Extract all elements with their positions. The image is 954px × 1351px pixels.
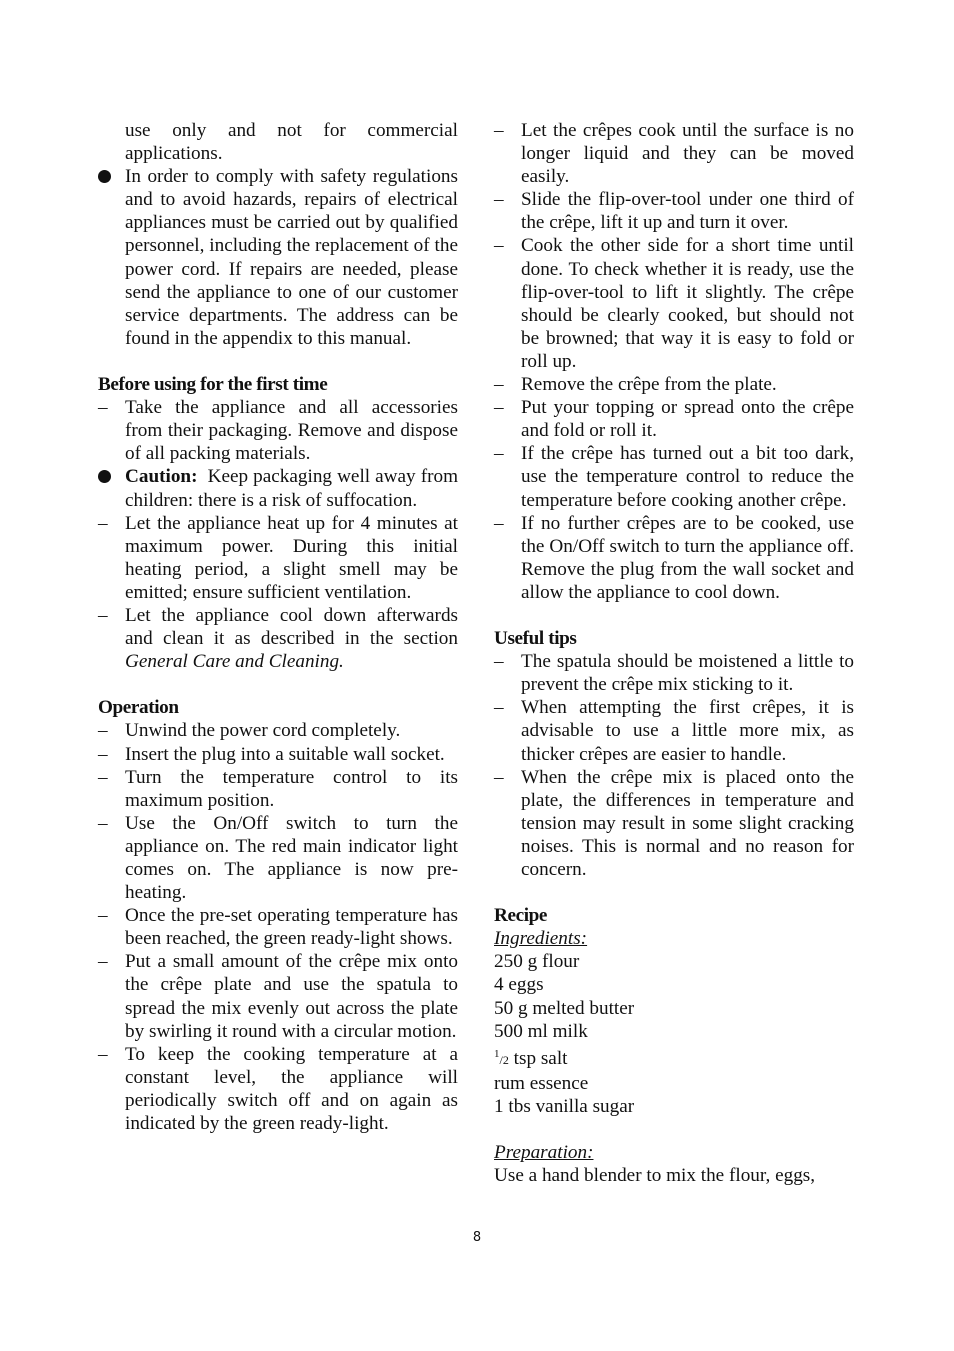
ingredient-line: 250 g flour xyxy=(494,951,580,973)
list-item xyxy=(98,165,458,350)
page-number: 8 xyxy=(472,1230,482,1245)
dash-marker: – xyxy=(98,397,108,419)
section-heading-recipe: Recipe xyxy=(494,905,548,927)
list-item xyxy=(98,396,458,465)
preparation-text: Use a hand blender to mix the flour, eggs, xyxy=(494,1165,816,1187)
section-reference: General Care and Cleaning. xyxy=(125,651,344,673)
dash-marker: – xyxy=(98,766,108,788)
dash-marker: – xyxy=(98,604,108,626)
ingredients-label: Ingredients: xyxy=(494,928,588,950)
ingredient-line: rum essence xyxy=(494,1072,589,1094)
dash-marker: – xyxy=(98,743,108,765)
caution-label: Caution: xyxy=(125,466,198,488)
list-item xyxy=(494,188,854,234)
dash-marker: – xyxy=(494,189,504,211)
section-heading-first-use: Before using for the first time xyxy=(98,374,328,396)
dash-marker: – xyxy=(98,1043,108,1065)
list-item xyxy=(494,766,854,881)
section-heading-useful-tips: Useful tips xyxy=(494,628,577,650)
fraction-denominator: 2 xyxy=(502,1052,509,1067)
dash-marker: – xyxy=(98,905,108,927)
intro-continued: use only and not for commercial applications. xyxy=(125,120,458,165)
salt-text: tsp salt xyxy=(508,1047,568,1069)
list-item xyxy=(98,950,458,1042)
list-item-text: Take the appliance and all accessories from their packaging. Remove and dispose of all packing materials. xyxy=(125,397,458,465)
dash-marker: – xyxy=(494,397,504,419)
list-item xyxy=(494,650,854,696)
list-item-text: Let the appliance cool down afterwards and clean it as described in the section xyxy=(125,604,458,650)
dash-marker: – xyxy=(494,651,504,673)
section-heading-operation: Operation xyxy=(98,697,179,719)
list-item-text: When the crêpe mix is placed onto the plate, the differences in temperature and tension may result in some slight cracking noises. This is normal and no reason for concern. xyxy=(521,766,854,880)
dash-marker: – xyxy=(494,120,504,141)
right-column xyxy=(494,119,854,1187)
preparation-label: Preparation: xyxy=(494,1142,594,1164)
list-item-text: Cook the other side for a short time until done. To check whether it is ready, use the flip-over-tool to lift it slightly. The crêpe should be clearly cooked, but should not be browned; that way it is easy to fold or roll up. xyxy=(521,235,854,372)
dash-marker: – xyxy=(494,443,504,465)
dash-marker: – xyxy=(98,812,108,834)
list-item xyxy=(98,766,458,812)
safety-text: In order to comply with safety regulations and to avoid hazards, repairs of electrical appliances must be carried out by qualified personnel, including the replacement of the power cord. If repairs are needed, please send the appliance to one of our customer service departments. The address can be found in the appendix to this manual. xyxy=(125,166,458,349)
ingredient-line: 1 tbs vanilla sugar xyxy=(494,1095,635,1117)
list-item xyxy=(98,904,458,950)
list-item-text: Put your topping or spread onto the crêpe and fold or roll it. xyxy=(521,397,854,442)
caution-text: Keep packaging well away from children: there is a risk of suffocation. xyxy=(125,466,459,511)
dash-marker: – xyxy=(98,512,108,534)
list-item xyxy=(98,604,458,673)
list-item-text: Use the On/Off switch to turn the appliance on. The red main indicator light comes on. The appliance is now pre-heating. xyxy=(125,812,458,904)
dash-marker: – xyxy=(98,951,108,973)
list-item xyxy=(98,743,458,766)
list-item-text: If no further crêpes are to be cooked, use the On/Off switch to turn the appliance off. Remove the plug from the wall socket and allow the appliance to cool down. xyxy=(521,512,854,603)
dash-marker: – xyxy=(494,235,504,257)
list-item xyxy=(494,442,854,511)
ingredient-line: 4 eggs xyxy=(494,974,544,996)
list-item-text: Put a small amount of the crêpe mix onto the crêpe plate and use the spatula to spread the mix evenly out across the plate by swirling it round with a circular motion. xyxy=(125,951,458,1042)
left-column xyxy=(98,119,458,1135)
dash-marker: – xyxy=(494,697,504,719)
list-item-text: Slide the flip-over-tool under one third of the crêpe, lift it up and turn it over. xyxy=(521,189,854,234)
list-item-text: To keep the cooking temperature at a constant level, the appliance will periodically switch off and on again as indicated by the green ready-light. xyxy=(125,1043,458,1135)
list-item-text: Insert the plug into a suitable wall socket. xyxy=(125,743,445,765)
caution-item xyxy=(98,465,458,511)
list-item xyxy=(98,812,458,904)
list-item-text: Turn the temperature control to its maximum position. xyxy=(125,766,458,811)
list-item xyxy=(494,512,854,604)
list-item xyxy=(494,234,854,373)
list-item-text: Unwind the power cord completely. xyxy=(125,720,401,742)
ingredient-line: 50 g melted butter xyxy=(494,997,635,1019)
dash-marker: – xyxy=(494,512,504,534)
list-item xyxy=(98,1043,458,1135)
fraction-numerator: 1 xyxy=(494,1047,500,1060)
list-item xyxy=(494,119,854,188)
list-item-text: If the crêpe has turned out a bit too dark, use the temperature control to reduce the temperature before cooking another crêpe. xyxy=(521,443,854,511)
list-item xyxy=(98,719,458,742)
dash-marker: – xyxy=(494,766,504,788)
list-item-text: Remove the crêpe from the plate. xyxy=(521,374,777,396)
list-item-text: Once the pre-set operating temperature has been reached, the green ready-light shows. xyxy=(125,905,458,950)
list-item xyxy=(494,373,854,396)
bullet-icon xyxy=(98,165,118,189)
dash-marker: – xyxy=(98,720,108,742)
ingredient-line: 500 ml milk xyxy=(494,1020,588,1042)
list-item xyxy=(98,512,458,604)
list-item-text: The spatula should be moistened a little to prevent the crêpe mix sticking to it. xyxy=(521,651,854,696)
ingredient-salt: $^1$/2 tsp salt xyxy=(494,1047,568,1069)
list-item-text: Let the appliance heat up for 4 minutes at maximum power. During this initial heating period, a slight smell may be emitted; ensure sufficient ventilation. xyxy=(125,512,458,603)
list-item xyxy=(494,696,854,765)
list-item xyxy=(494,396,854,442)
dash-marker: – xyxy=(494,374,504,396)
list-item-text: Let the crêpes cook until the surface is no longer liquid and they can be moved easily. xyxy=(521,120,854,188)
list-item-text: When attempting the first crêpes, it is advisable to use a little more mix, as thicker crêpes are easier to handle. xyxy=(521,697,854,765)
bullet-icon xyxy=(98,465,118,489)
